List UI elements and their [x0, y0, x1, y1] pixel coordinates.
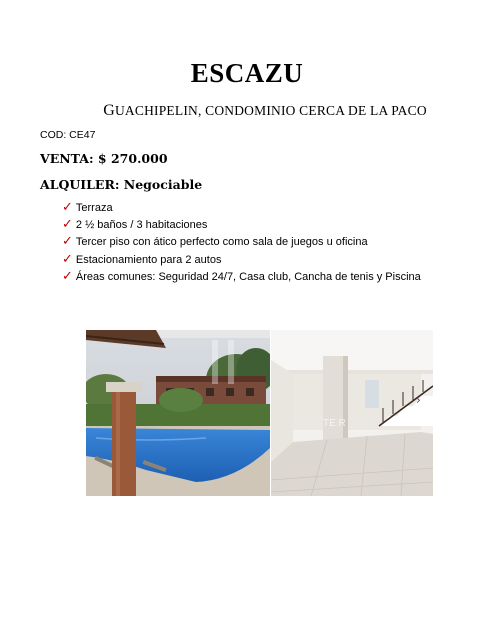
rent-price: ALQUILER: Negociable: [40, 177, 203, 192]
feature-text: Estacionamiento para 2 autos: [75, 253, 222, 266]
check-icon: ✓: [62, 217, 73, 233]
check-icon: ✓: [62, 200, 73, 215]
feature-text: 2 ½ baños / 3 habitaciones: [75, 219, 208, 232]
feature-text: Tercer piso con ático perfecto como sala de juegos u oficina: [75, 236, 368, 249]
list-item: [62, 268, 421, 285]
svg-text:›: ›: [416, 393, 421, 407]
subtitle-rest: UACHIPELIN, CONDOMINIO CERCA DE LA PACO: [114, 103, 427, 118]
check-icon: ✓: [62, 234, 73, 250]
property-code: COD: CE47: [40, 129, 96, 141]
subtitle-initial: G: [103, 102, 115, 119]
check-icon: ✓: [62, 251, 73, 267]
svg-text:TE R: TE R: [323, 418, 346, 429]
pool-photo: [86, 330, 270, 496]
feature-text: Áreas comunes: Seguridad 24/7, Casa club, Cancha de tenis y Piscina: [75, 270, 421, 283]
feature-list: [62, 199, 421, 285]
interior-photo: [271, 330, 433, 496]
sale-price: VENTA: $ 270.000: [40, 151, 168, 166]
list-item: [62, 233, 421, 250]
page-title: ESCAZU: [190, 58, 304, 88]
check-icon: ✓: [62, 268, 73, 284]
feature-text: Terraza: [75, 202, 113, 214]
list-item: [62, 216, 421, 233]
list-item: [62, 199, 421, 216]
page-subtitle: [0, 102, 494, 120]
list-item: [62, 251, 421, 268]
